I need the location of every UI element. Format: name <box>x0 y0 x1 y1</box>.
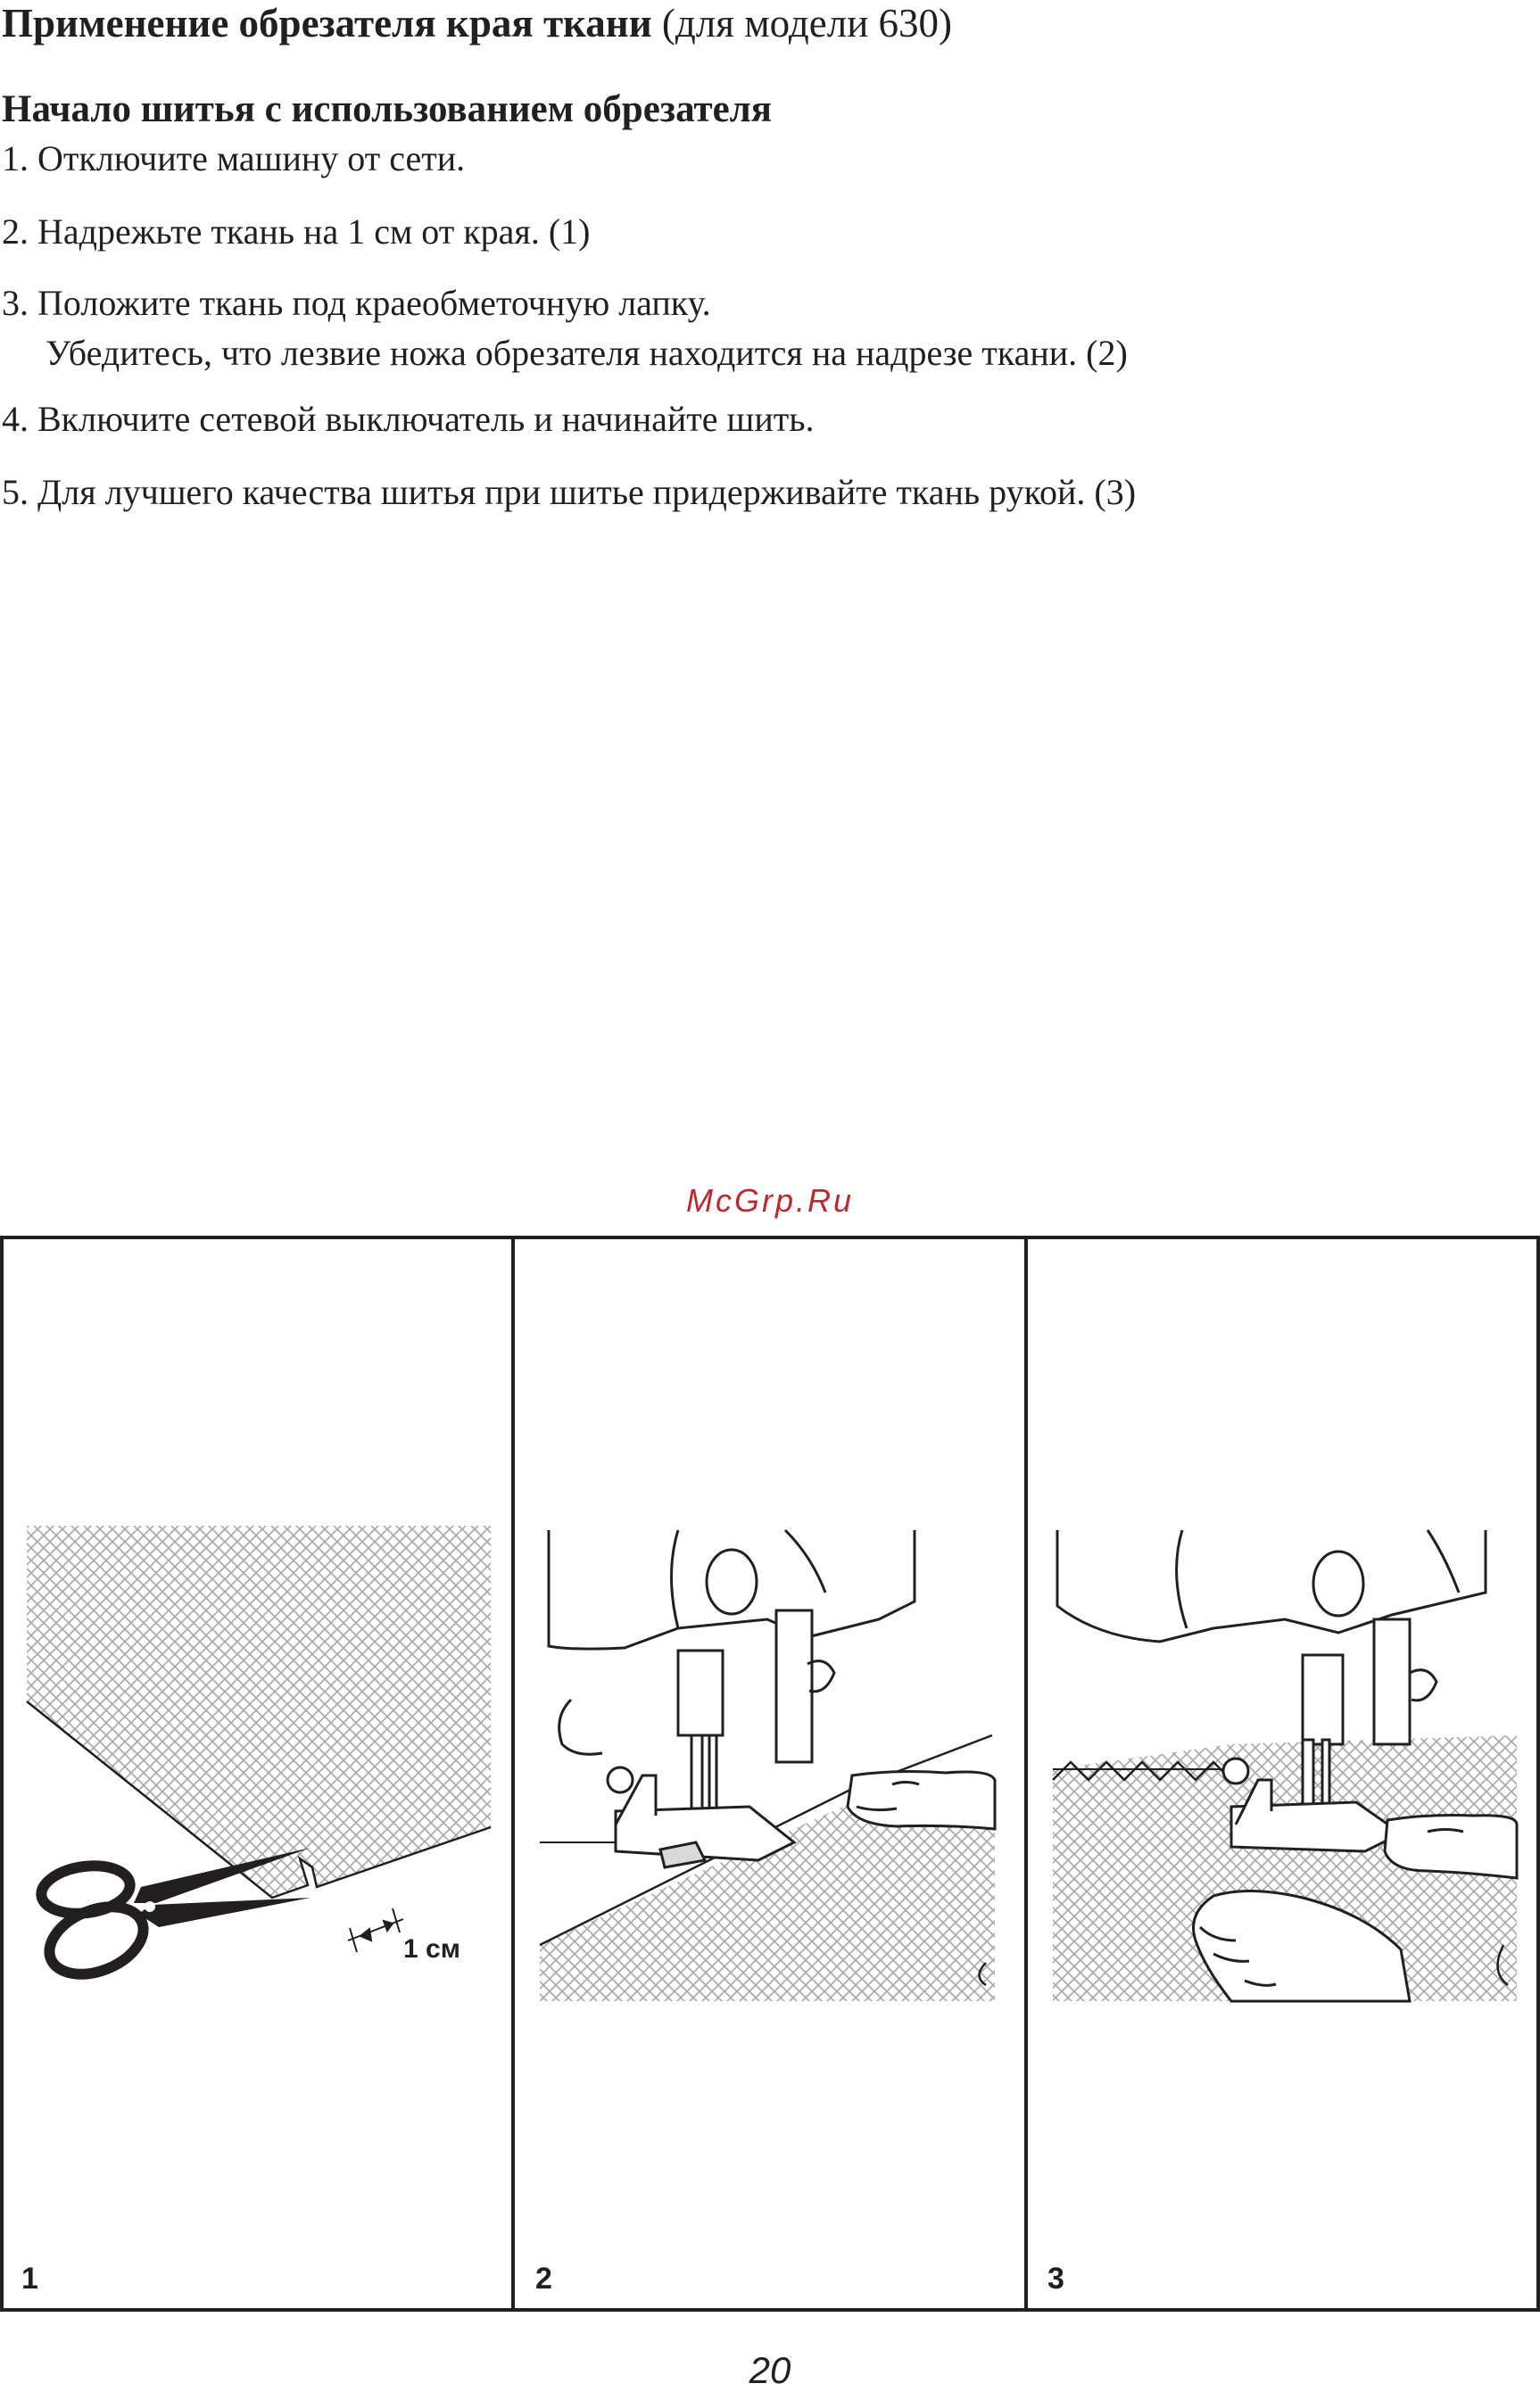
panel-2 <box>535 1530 995 2296</box>
illustration-figure <box>0 1236 1540 2312</box>
step-3-text: 3. Положите ткань под краеобметочную лапку. <box>2 283 711 323</box>
step-3-continuation: Убедитесь, что лезвие ножа обрезателя находится на надрезе ткани. (2) <box>46 333 1128 373</box>
title-model-note: (для модели 630) <box>661 1 953 46</box>
step-1 <box>2 134 465 184</box>
dimension-arrow-icon <box>348 1908 403 1952</box>
hand-icon <box>1385 1816 1517 1878</box>
fabric-icon <box>27 1526 491 1898</box>
panel-number: 3 <box>1047 2262 1064 2296</box>
section-heading: Начало шитья с использованием обрезателя <box>2 88 773 130</box>
page-number: 20 <box>749 2349 791 2391</box>
panel-number: 1 <box>21 2262 38 2296</box>
step-1-text: 1. Отключите машину от сети. <box>2 138 466 178</box>
panel-number: 2 <box>535 2262 552 2296</box>
watermark: McGrp.Ru <box>685 1182 855 1219</box>
panel-3 <box>1047 1530 1517 2296</box>
sewing-machine-icon <box>549 1530 915 1762</box>
hand-icon <box>848 1772 995 1829</box>
step-2 <box>2 207 590 257</box>
step-3 <box>2 278 1128 378</box>
step-2-text: 2. Надрежьте ткань на 1 см от края. (1) <box>2 211 591 252</box>
title-bold: Применение обрезателя края ткани <box>2 1 652 46</box>
page-title <box>2 0 952 46</box>
panel-1 <box>21 1526 491 2296</box>
step-5 <box>2 468 1136 517</box>
step-4-text: 4. Включите сетевой выключатель и начинайте шить. <box>2 399 815 439</box>
sewing-machine-icon <box>1057 1530 1486 1744</box>
step-4 <box>2 394 814 444</box>
measure-label: 1 см <box>403 1934 460 1964</box>
presser-foot-icon <box>608 1735 794 1867</box>
step-5-text: 5. Для лучшего качества шитья при шитье придерживайте ткань рукой. (3) <box>2 472 1137 512</box>
